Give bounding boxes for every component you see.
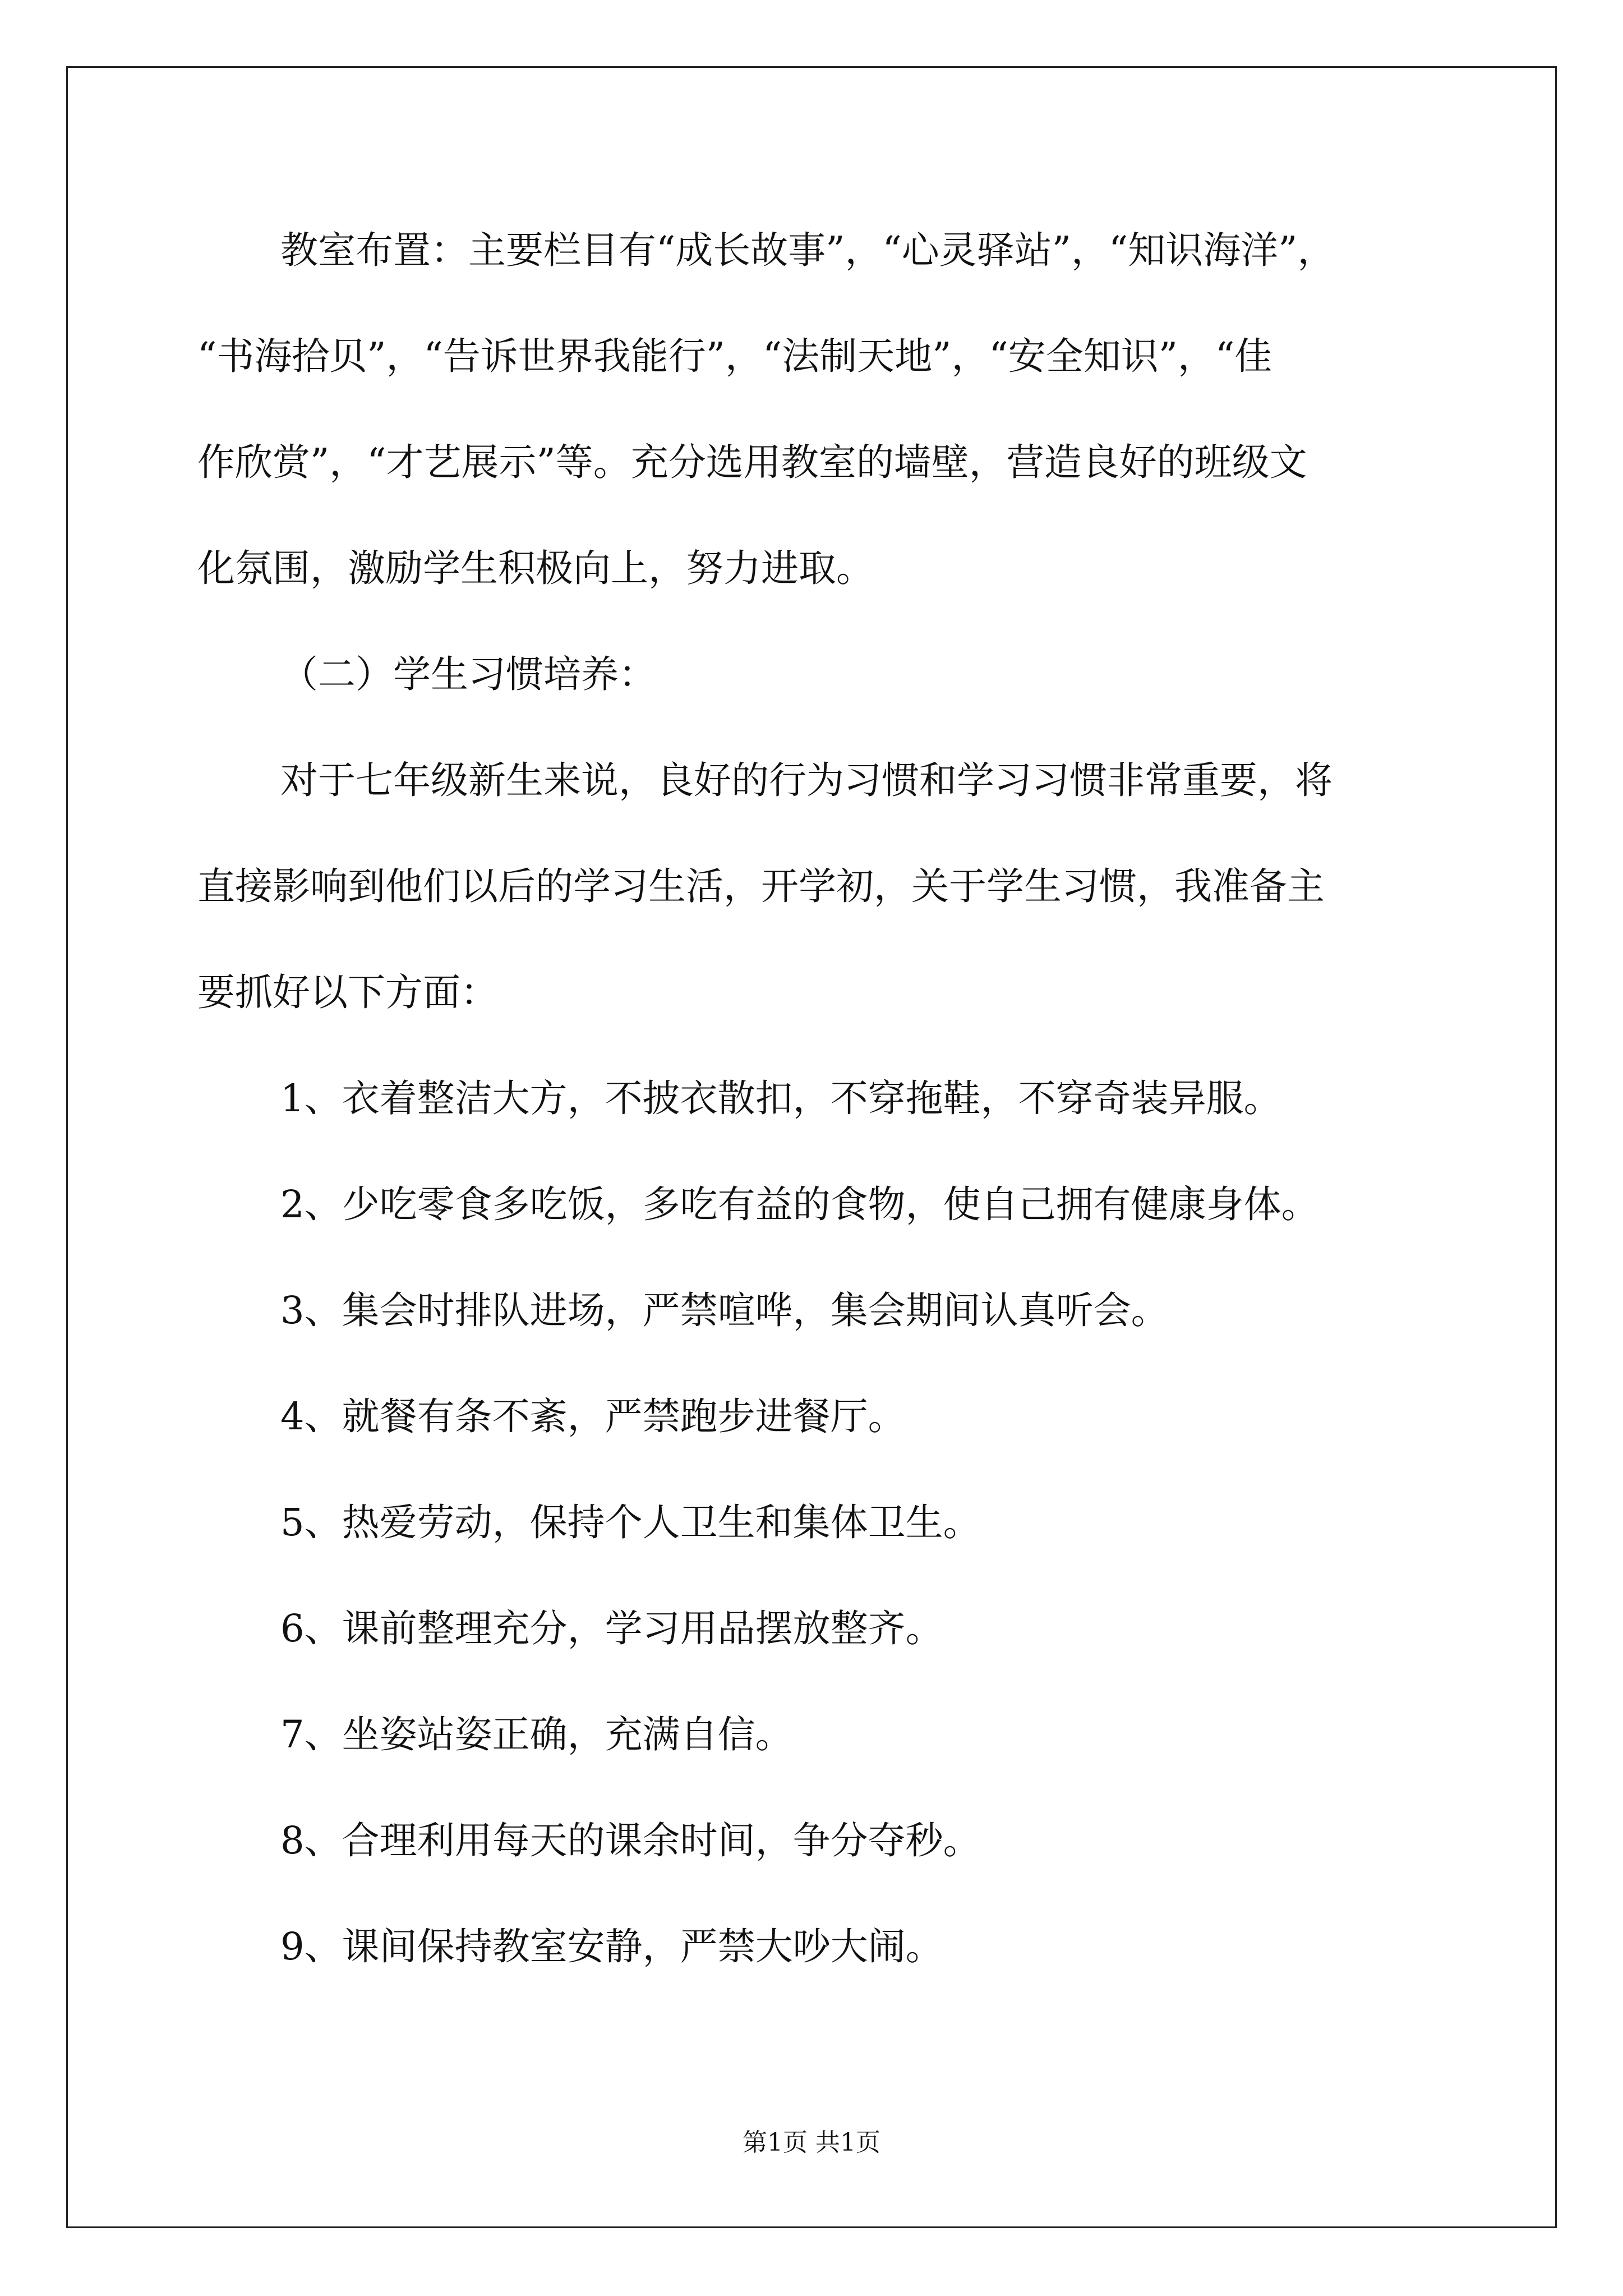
paragraph-line: 要抓好以下方面： bbox=[197, 970, 498, 1014]
paragraph-line: 作欣赏”，“才艺展示”等。充分选用教室的墙壁，营造良好的班级文 bbox=[197, 440, 1307, 484]
list-item: 2、少吃零食多吃饭，多吃有益的食物，使自己拥有健康身体。 bbox=[280, 1182, 1319, 1226]
paragraph-line: 化氛围，激励学生积极向上，努力进取。 bbox=[197, 546, 874, 590]
section-heading: （二）学生习惯培养： bbox=[280, 652, 656, 696]
paragraph-line: 直接影响到他们以后的学习生活，开学初，关于学生习惯，我准备主 bbox=[197, 864, 1325, 908]
page-footer: 第1页 共1页 bbox=[743, 2128, 880, 2157]
paragraph-line: 教室布置：主要栏目有“成长故事”，“心灵驿站”，“知识海洋”， bbox=[280, 228, 1335, 272]
list-item: 3、集会时排队进场，严禁喧哗，集会期间认真听会。 bbox=[280, 1289, 1169, 1332]
paragraph-line: 对于七年级新生来说，良好的行为习惯和学习习惯非常重要，将 bbox=[280, 758, 1332, 802]
paragraph-line: “书海拾贝”，“告诉世界我能行”，“法制天地”，“安全知识”，“佳 bbox=[197, 334, 1272, 378]
list-item: 1、衣着整洁大方，不披衣散扣，不穿拖鞋，不穿奇装异服。 bbox=[280, 1076, 1281, 1120]
list-item: 5、热爱劳动，保持个人卫生和集体卫生。 bbox=[280, 1501, 981, 1544]
list-item: 6、课前整理充分，学习用品摆放整齐。 bbox=[280, 1607, 943, 1650]
list-item: 7、坐姿站姿正确，充满自信。 bbox=[280, 1713, 793, 1756]
list-item: 9、课间保持教室安静，严禁大吵大闹。 bbox=[280, 1925, 943, 1968]
list-item: 4、就餐有条不紊，严禁跑步进餐厅。 bbox=[280, 1395, 906, 1438]
page-border bbox=[66, 66, 1557, 2228]
list-item: 8、合理利用每天的课余时间，争分夺秒。 bbox=[280, 1819, 981, 1862]
